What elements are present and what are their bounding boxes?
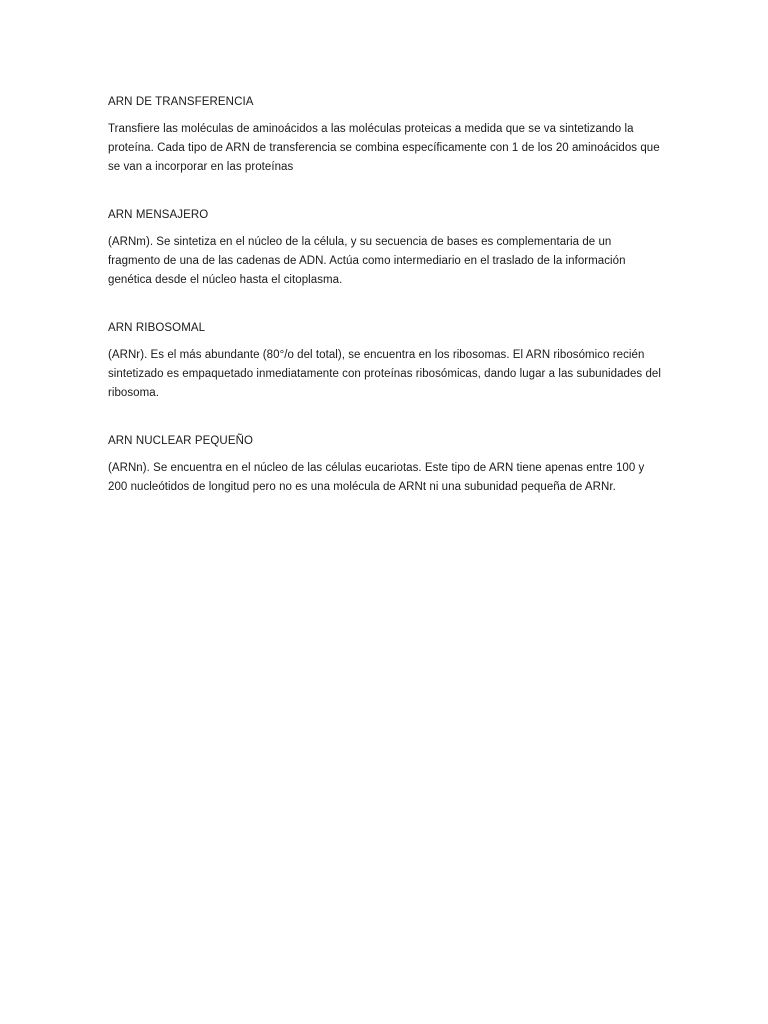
section-heading: ARN RIBOSOMAL (108, 322, 206, 334)
section-heading: ARN MENSAJERO (108, 209, 209, 221)
section-body: (ARNr). Es el más abundante (80°/o del total), se encuentra en los ribosomas. El ARN ribosómico recién sintetizado es empaquetado inmediatamente con proteínas ribosómicas, dando lugar a las subunidades del ribosoma. (108, 349, 661, 399)
section-arn-nuclear-pequeno (108, 433, 664, 497)
section-body: (ARNm). Se sintetiza en el núcleo de la célula, y su secuencia de bases es complementaria de un fragmento de una de las cadenas de ADN. Actúa como intermediario en el traslado de la información genética desde el núcleo hasta el citoplasma. (108, 236, 626, 286)
section-arn-ribosomal (108, 320, 664, 403)
section-arn-mensajero (108, 207, 664, 290)
section-arn-transferencia (108, 94, 664, 177)
section-body: (ARNn). Se encuentra en el núcleo de las células eucariotas. Este tipo de ARN tiene apenas entre 100 y 200 nucleótidos de longitud pero no es una molécula de ARNt ni una subunidad pequeña de ARNr. (108, 462, 645, 493)
section-heading: ARN NUCLEAR PEQUEÑO (108, 435, 254, 447)
document-page (108, 94, 664, 497)
section-heading: ARN DE TRANSFERENCIA (108, 96, 254, 108)
section-body: Transfiere las moléculas de aminoácidos a las moléculas proteicas a medida que se va sintetizando la proteína. Cada tipo de ARN de transferencia se combina específicamente con 1 de los 20 aminoácidos que se van a incorporar en las proteínas (108, 123, 660, 173)
